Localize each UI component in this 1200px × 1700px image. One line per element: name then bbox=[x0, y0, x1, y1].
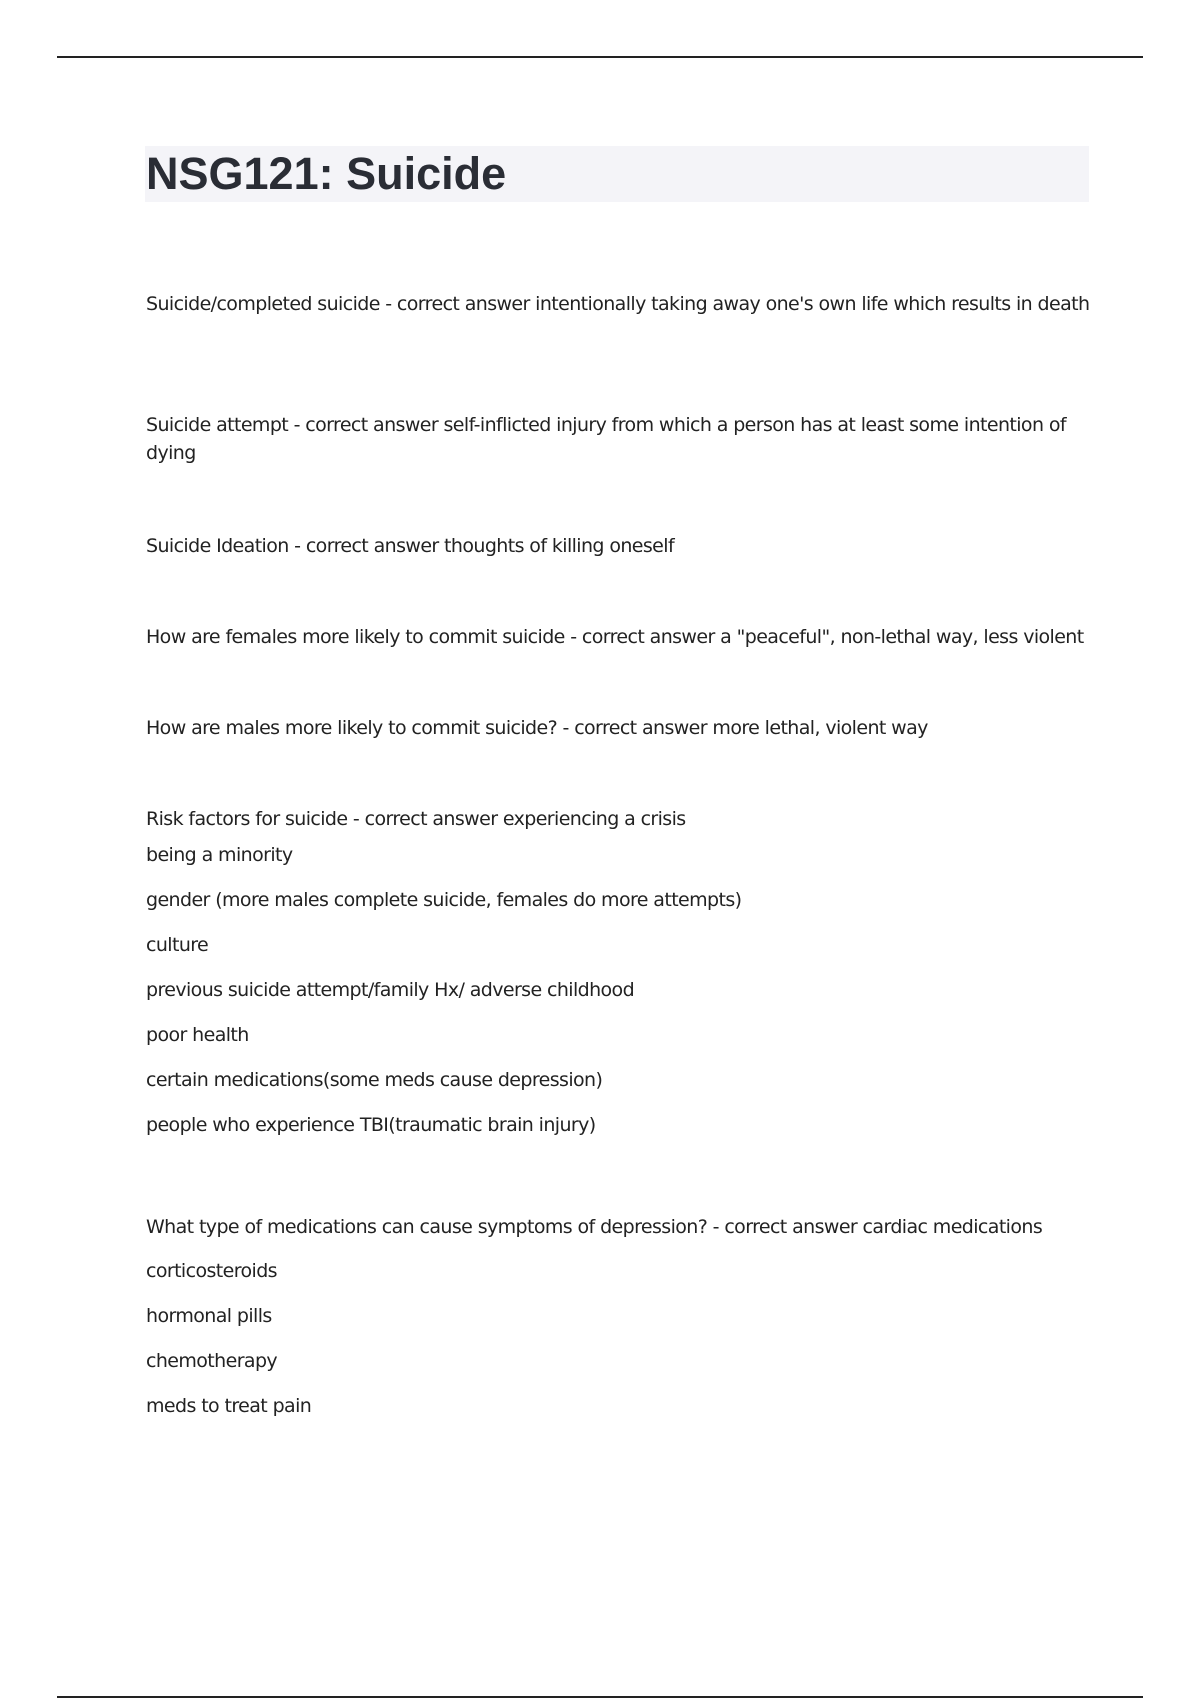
qa-line: Risk factors for suicide - correct answer experiencing a crisis bbox=[146, 808, 686, 830]
page-title: NSG121: Suicide bbox=[146, 148, 507, 199]
qa-entry-suicide-ideation bbox=[146, 532, 1090, 560]
qa-entry-completed-suicide bbox=[146, 290, 1090, 318]
list-item: hormonal pills bbox=[146, 1305, 272, 1327]
qa-entry-suicide-attempt bbox=[146, 411, 1090, 467]
qa-entry-females bbox=[146, 623, 1090, 651]
qa-line: Suicide attempt - correct answer self-inflicted injury from which a person has at least some intention of dying bbox=[146, 414, 1066, 464]
list-item: gender (more males complete suicide, females do more attempts) bbox=[146, 889, 742, 911]
bottom-rule bbox=[57, 1696, 1143, 1698]
list-item: poor health bbox=[146, 1024, 249, 1046]
list-item: chemotherapy bbox=[146, 1350, 278, 1372]
qa-line: How are females more likely to commit suicide - correct answer a "peaceful", non-lethal way, less violent bbox=[146, 626, 1084, 648]
qa-line: What type of medications can cause symptoms of depression? - correct answer cardiac medications bbox=[146, 1216, 1043, 1238]
qa-line: Suicide/completed suicide - correct answer intentionally taking away one's own life which results in death bbox=[146, 293, 1090, 315]
qa-entry-medications bbox=[146, 1213, 1090, 1421]
list-item: certain medications(some meds cause depression) bbox=[146, 1069, 603, 1091]
qa-line: Suicide Ideation - correct answer thoughts of killing oneself bbox=[146, 535, 675, 557]
qa-entry-risk-factors bbox=[146, 805, 1090, 1140]
list-item: culture bbox=[146, 934, 209, 956]
list-item: meds to treat pain bbox=[146, 1395, 312, 1417]
qa-line: How are males more likely to commit suicide? - correct answer more lethal, violent way bbox=[146, 717, 928, 739]
qa-entry-males bbox=[146, 714, 1090, 742]
list-item: previous suicide attempt/family Hx/ adverse childhood bbox=[146, 979, 635, 1001]
top-rule bbox=[57, 56, 1143, 58]
list-item: people who experience TBI(traumatic brain injury) bbox=[146, 1114, 596, 1136]
list-item: being a minority bbox=[146, 844, 293, 866]
list-item: corticosteroids bbox=[146, 1260, 277, 1282]
